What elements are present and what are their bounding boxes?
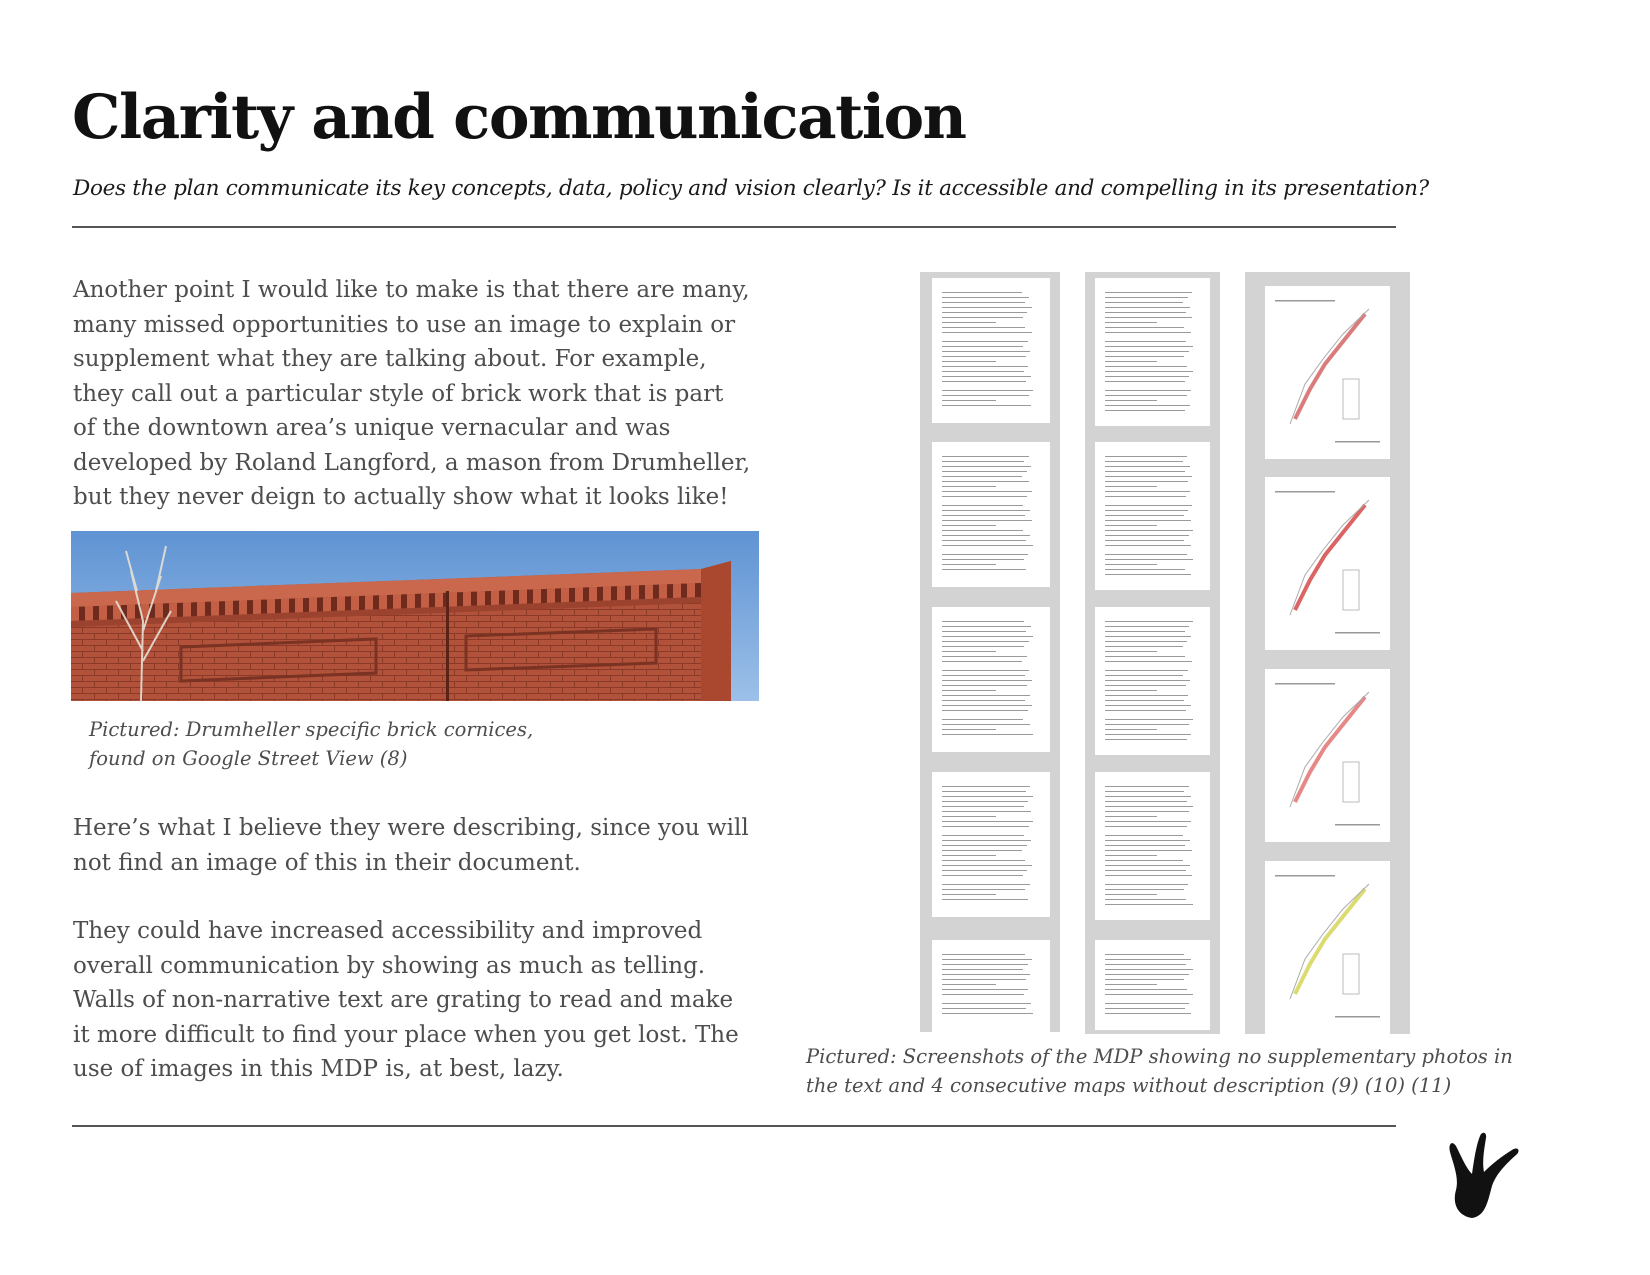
accessibility-paragraph: They could have increased accessibility and improved overall communication by showing as much as telling. Walls of non-narrative text are grating to read and make it more difficult to find your place when you get lost. The use of images in this MDP is, at best, lazy. xyxy=(73,918,739,1082)
mdp-screenshots-figure xyxy=(920,272,1410,1034)
screenshots-caption: Pictured: Screenshots of the MDP showing no supplementary photos in the text and 4 consecutive maps without description (9) (10) (11) xyxy=(806,1045,1513,1097)
text-pages-column-2 xyxy=(1085,272,1220,1034)
document-page-thumbnail xyxy=(932,442,1050,587)
map-page-thumbnail xyxy=(1265,477,1390,650)
bottom-divider xyxy=(72,1125,1396,1127)
text-pages-column-1 xyxy=(920,272,1060,1032)
map-pages-column xyxy=(1245,272,1410,1034)
map-page-thumbnail xyxy=(1265,286,1390,459)
dinosaur-footprint-icon xyxy=(1440,1130,1520,1224)
document-page-thumbnail xyxy=(1095,772,1210,920)
document-page-thumbnail xyxy=(1095,607,1210,755)
describing-paragraph: Here’s what I believe they were describing, since you will not find an image of this in their document. xyxy=(73,815,749,876)
page-title: Clarity and communication xyxy=(72,82,966,153)
top-divider xyxy=(72,226,1396,228)
brick-cornice-photo xyxy=(71,531,759,701)
document-page-thumbnail xyxy=(932,278,1050,423)
document-page-thumbnail xyxy=(932,772,1050,917)
document-page-thumbnail xyxy=(1095,442,1210,590)
document-page-thumbnail xyxy=(1095,278,1210,426)
document-page-thumbnail xyxy=(932,607,1050,752)
intro-paragraph: Another point I would like to make is that there are many, many missed opportunities to use an image to explain or supplement what they are talking about. For example, they call out a particular style of brick work that is part of the downtown area’s unique vernacular and was developed by Roland Langford, a mason from Drumheller, but they never deign to actually show what it looks like! xyxy=(73,277,751,510)
page-subtitle: Does the plan communicate its key concepts, data, policy and vision clearly? Is it accessible and compelling in its presentation? xyxy=(73,176,1429,201)
map-page-thumbnail xyxy=(1265,669,1390,842)
map-page-thumbnail xyxy=(1265,861,1390,1034)
document-page-thumbnail xyxy=(1095,940,1210,1030)
document-page-thumbnail xyxy=(932,940,1050,1032)
brick-photo-caption: Pictured: Drumheller specific brick cornices, found on Google Street View (8) xyxy=(89,718,534,770)
